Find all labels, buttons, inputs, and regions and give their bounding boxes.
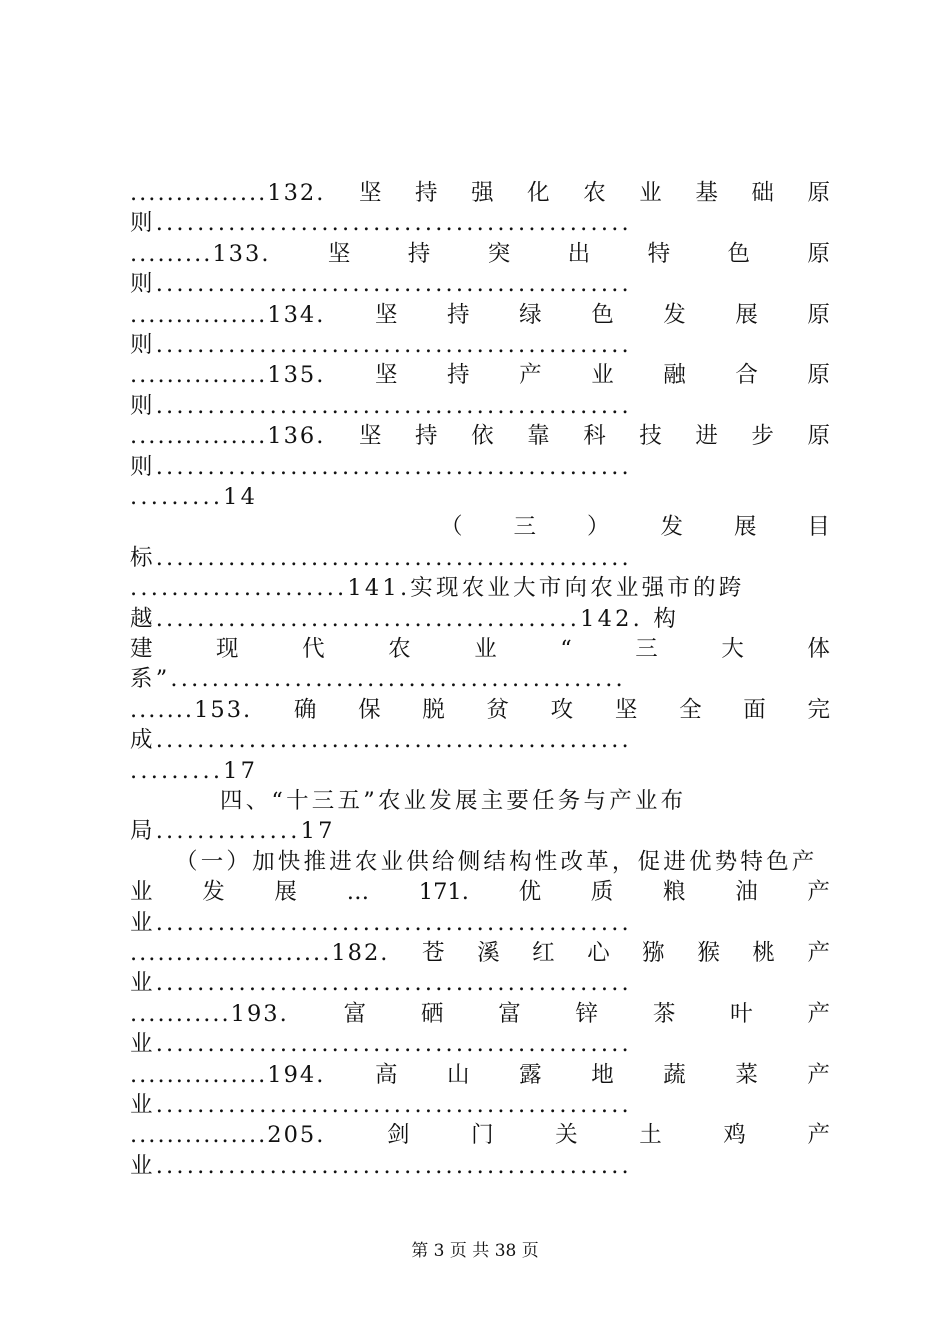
- toc-line: 业..............................................: [130, 1092, 632, 1118]
- toc-line: ......................182. 苍 溪 红 心 猕 猴 桃 产: [130, 940, 830, 966]
- toc-line: 业..............................................: [130, 1152, 632, 1179]
- toc-line: 业..............................................: [130, 909, 632, 936]
- toc-line: .....................141.实现农业大市向农业强市的跨: [130, 575, 745, 602]
- toc-line: 标..............................................: [130, 544, 632, 571]
- page-footer: 第 3 页 共 38 页: [411, 1241, 539, 1261]
- toc-line: （一）加快推进农业供给侧结构性改革，促进优势特色产: [175, 848, 818, 875]
- toc-line: 局..............17: [130, 818, 336, 845]
- toc-line: 业 发 展 … 171. 优 质 粮 油 产: [130, 879, 830, 906]
- toc-line: 则..............................................: [130, 332, 632, 358]
- toc-line: 成..............................................: [130, 727, 632, 754]
- toc-line: 则..............................................: [130, 210, 632, 237]
- toc-line: ...............136. 坚 持 依 靠 科 技 进 步 原: [130, 423, 830, 450]
- toc-line: ...............135. 坚 持 产 业 融 合 原: [130, 362, 830, 389]
- toc-line: 则..............................................: [130, 392, 632, 419]
- toc-line: （ 三 ） 发 展 目: [440, 514, 830, 541]
- toc-line: 则..............................................: [130, 453, 632, 480]
- toc-line: 业..............................................: [130, 1031, 632, 1058]
- toc-line: ...............194. 高 山 露 地 蔬 菜 产: [130, 1061, 830, 1088]
- toc-line: ...........193. 富 硒 富 锌 茶 叶 产: [130, 1000, 830, 1027]
- toc-line: .........14: [130, 484, 259, 510]
- toc-line: .......153. 确 保 脱 贫 攻 坚 全 面 完: [130, 696, 830, 723]
- toc-line: ...............205. 剑 门 关 土 鸡 产: [130, 1122, 830, 1149]
- toc-line: ...............134. 坚 持 绿 色 发 展 原: [130, 301, 830, 328]
- toc-line: 则..............................................: [130, 271, 632, 298]
- toc-line: .........133. 坚 持 突 出 特 色 原: [130, 240, 830, 267]
- toc-line: 四、“十三五”农业发展主要任务与产业布: [220, 788, 687, 814]
- toc-line: 业..............................................: [130, 970, 632, 997]
- toc-line: .........17: [130, 757, 259, 784]
- toc-line: 越.........................................142. 构: [130, 605, 680, 632]
- toc-line: 系”............................................: [130, 666, 626, 693]
- toc-line: ...............132. 坚 持 强 化 农 业 基 础 原: [130, 180, 830, 206]
- toc-line: 建 现 代 农 业 “ 三 大 体: [130, 636, 830, 662]
